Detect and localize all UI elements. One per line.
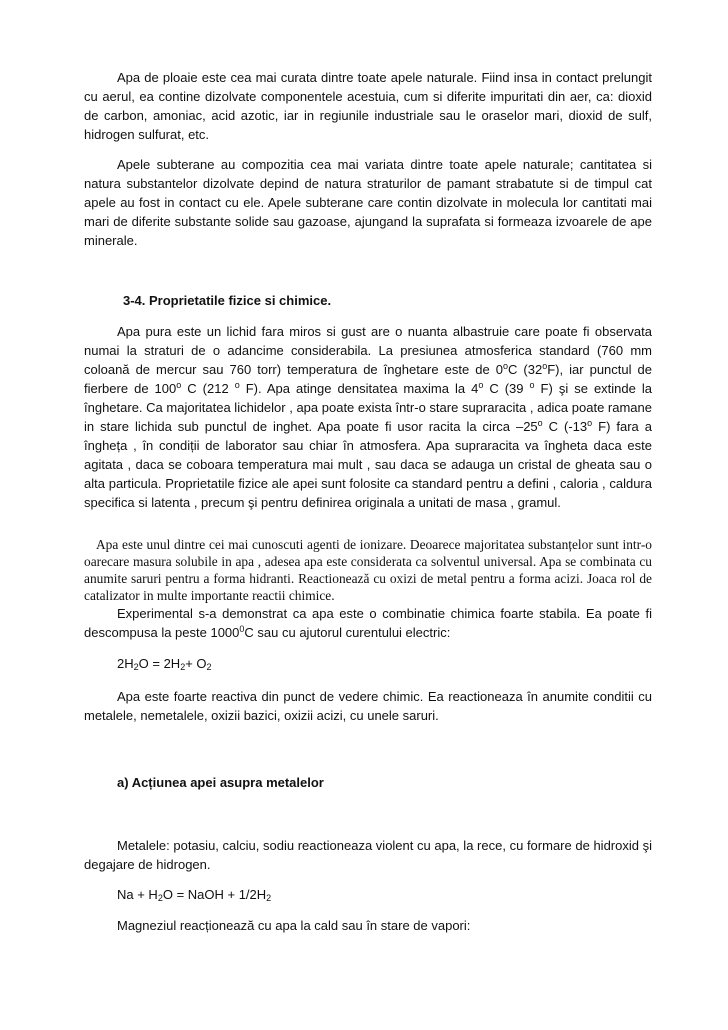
paragraph-metals: Metalele: potasiu, calciu, sodiu reactioneaza violent cu apa, la rece, cu formare de hidroxid şi degajare de hidrogen. <box>84 838 652 872</box>
paragraph-rain-water: Apa de ploaie este cea mai curata dintre toate apele naturale. Fiind insa in contact prelungit cu aerul, ea contine dizolvate componentele acestuia, cum si diferite impuritati din aer, ca: dioxid de carbon, amoniac, acid azotic, iar in regiunile industriale sau le oraselor mari, dioxid de sulf, hidrogen sulfurat, etc. <box>84 70 652 142</box>
subsection-title: a) Acțiunea apei asupra metalelor <box>117 775 324 790</box>
paragraph-physical-properties: Apa pura este un lichid fara miros si gust are o nuanta albastruie care poate fi observata numai la straturi de o adancime considerabila. La presiunea atmosferica standard (760 mm coloană de mercur sau 760 torr) temperatura de înghetare este de 0$^o$C (32$^o$F), iar punctul de fierbere de 100$^o$ C (212 $^o$ F). Apa atinge densitatea maxima la 4$^o$ C (39 $^o$ F) şi se extinde la înghetare. Ca majoritatea lichidelor , apa poate exista într-o stare supraracita , adica poate ramane in stare lichida sub punctul de inghet. Apa poate fi usor racita la circa –25$^o$ C (-13$^o$ F) fara a îngheța , în condiții de laborator sau chiar în atmosfera. Apa supraracita va îngheta daca este agitata , daca se coboara temperatura mai mult , sau daca se adauga un cristal de gheata sau o alta particula. Proprietatile fizice ale apei sunt folosite ca standard pentru a defini , caloria , caldura specifica si latenta , precum şi pentru definirea originala a unitati de masa , gramul. <box>84 324 653 510</box>
equation-water-decomposition: $2H_2O = 2H_2+ O_2$ <box>117 656 212 672</box>
paragraph-ionization: Apa este unul dintre cei mai cunoscuti agenti de ionizare. Deoarece majoritatea substanțelor sunt intr-o oarecare masura solubile in apa , adesea apa este considerata ca solventul universal. Apa se combinata cu anumite saruri pentru a forma hidranti. Reactionează cu oxizi de metal pentru a forma acizi. Joaca rol de catalizator in multe importante reactii chimice. <box>84 537 652 603</box>
section-title: 3-4. Proprietatile fizice si chimice. <box>123 293 332 308</box>
paragraph-stability: Experimental s-a demonstrat ca apa este o combinatie chimica foarte stabila. Ea poate fi descompusa la peste 1000$^0$C sau cu ajutorul curentului electric: <box>84 606 652 640</box>
equation-sodium-water: $Na + H_2O$ = NaOH + $1/2H_2$ <box>117 887 272 903</box>
paragraph-reactivity: Apa este foarte reactiva din punct de vedere chimic. Ea reactioneaza în anumite conditii cu metalele, nemetalele, oxizii bazici, oxizii acizi, cu unele saruri. <box>84 689 652 723</box>
paragraph-magnesium: Magneziul reacționează cu apa la cald sau în stare de vapori: <box>117 918 471 933</box>
paragraph-groundwater: Apele subterane au compozitia cea mai variata dintre toate apele naturale; cantitatea si natura substantelor dizolvate depind de natura straturilor de pamant strabatute si de timpul cat apele au fost in contact cu ele. Apele subterane care contin dizolvate in molecula lor cantitati mai mari de diferite substante solide sau gazoase, ajungand la suprafata si formeaza izvoarele de ape minerale. <box>84 157 652 248</box>
